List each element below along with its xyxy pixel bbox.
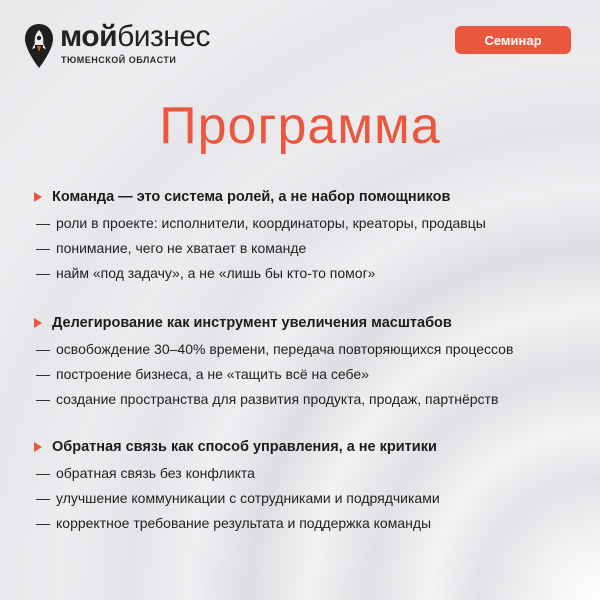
list-item-text: корректное требование результата и поддержка команды (56, 515, 432, 531)
triangle-bullet-icon (34, 192, 42, 202)
brand-name-bold: мой (60, 20, 118, 53)
list-item (32, 340, 513, 358)
brand-name-light: бизнес (117, 20, 211, 53)
rocket-pin-icon (24, 22, 54, 70)
section-delegation (32, 313, 513, 408)
list-item (32, 239, 486, 257)
triangle-bullet-icon (34, 442, 42, 452)
list-item-text: создание пространства для развития продукта, продаж, партнёрств (56, 391, 499, 407)
seminar-badge: Семинар (455, 26, 571, 54)
dash-glyph: — (36, 366, 50, 382)
section-heading-text: Делегирование как инструмент увеличения масштабов (52, 315, 452, 331)
dash-glyph: — (36, 265, 50, 281)
section-heading (32, 313, 513, 333)
list-item (32, 489, 440, 507)
section-heading (32, 187, 486, 207)
list-item-text: найм «под задачу», а не «лишь бы кто-то помог» (56, 265, 376, 281)
dash-glyph: — (36, 490, 50, 506)
list-item (32, 264, 486, 282)
list-item-text: роли в проекте: исполнители, координаторы, креаторы, продавцы (56, 215, 486, 231)
section-heading-text: Команда — это система ролей, а не набор помощников (52, 189, 451, 205)
list-item-text: улучшение коммуникации с сотрудниками и подрядчиками (56, 490, 440, 506)
triangle-bullet-icon (34, 318, 42, 328)
list-item-text: понимание, чего не хватает в команде (56, 240, 307, 256)
dash-glyph: — (36, 240, 50, 256)
page-title: Программа (159, 97, 441, 155)
list-item-text: освобождение 30–40% времени, передача повторяющихся процессов (56, 341, 514, 357)
dash-glyph: — (36, 465, 50, 481)
dash-glyph: — (36, 341, 50, 357)
section-heading-text: Обратная связь как способ управления, а не критики (52, 439, 437, 455)
list-item (32, 514, 440, 532)
dash-glyph: — (36, 391, 50, 407)
dash-glyph: — (36, 215, 50, 231)
list-item-text: обратная связь без конфликта (56, 465, 255, 481)
list-item-text: построение бизнеса, а не «тащить всё на себе» (56, 366, 369, 382)
section-heading (32, 437, 440, 457)
list-item (32, 214, 486, 232)
dash-glyph: — (36, 515, 50, 531)
list-item (32, 390, 513, 408)
list-item (32, 464, 440, 482)
section-team (32, 187, 486, 282)
section-feedback (32, 437, 440, 532)
brand-name (60, 20, 210, 54)
brand-region: ТЮМЕНСКОЙ ОБЛАСТИ (61, 55, 177, 65)
list-item (32, 365, 513, 383)
brand-logo[interactable] (24, 22, 224, 82)
